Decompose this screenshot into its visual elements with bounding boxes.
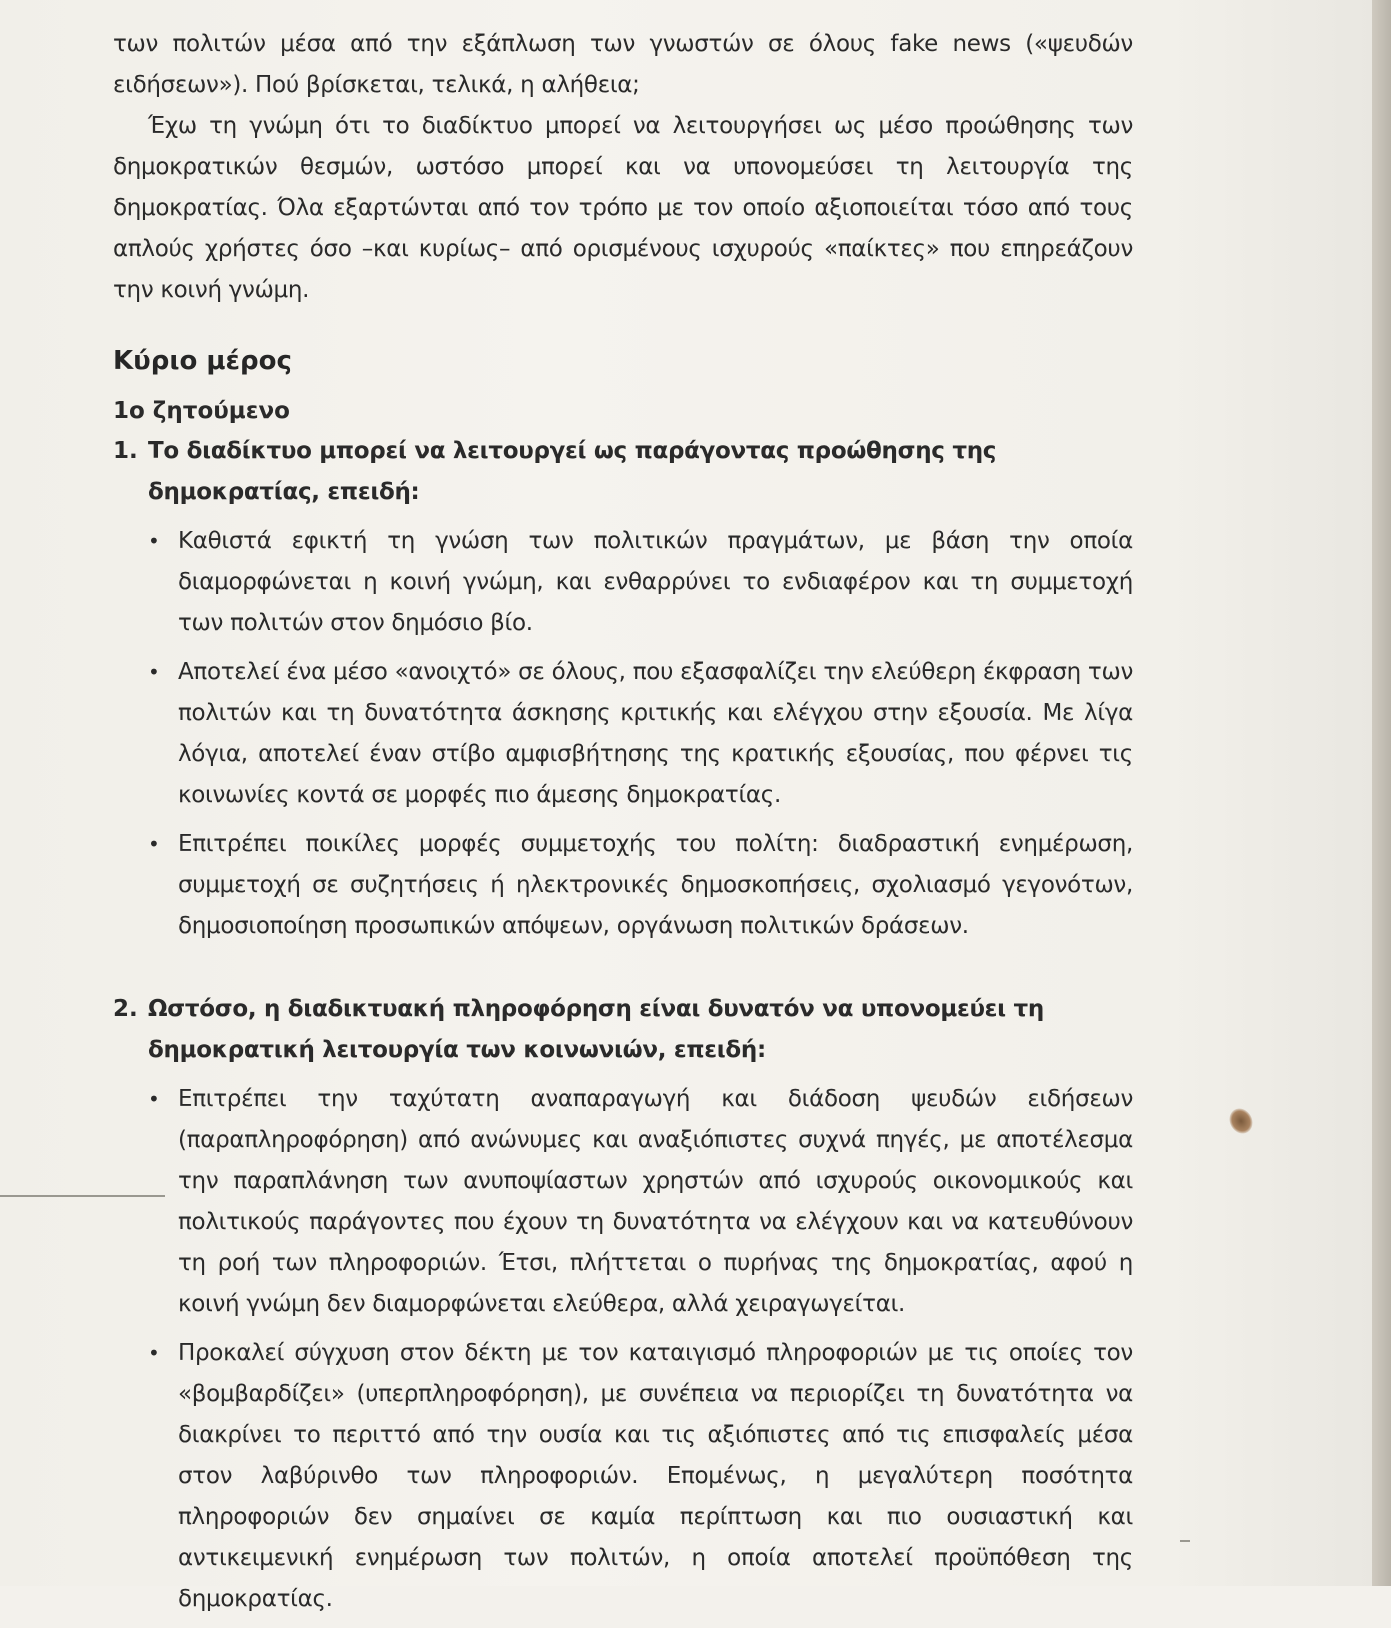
list-item [148, 1333, 1133, 1620]
numbered-item-1 [113, 431, 1133, 947]
section-title: Κύριο μέρος [113, 346, 292, 376]
intro-paragraph-thesis: Έχω τη γνώμη ότι το διαδίκτυο μπορεί να λειτουργήσει ως μέσο προώθησης των δημοκρατικών θεσμών, ωστόσο μπορεί και να υπονομεύσει τη λειτουργία της δημοκρατίας. Όλα εξαρτώνται από τον τρόπο με τον οποίο αξιοποιείται τόσο από τους απλούς χρήστες όσο –και κυρίως– από ορισμένους ισχυρούς «παίκτες» που επηρεάζουν την κοινή γνώμη. [113, 113, 1133, 303]
item-number: 2. [113, 996, 138, 1022]
list-item [148, 652, 1133, 816]
list-item-text: Επιτρέπει ποικίλες μορφές συμμετοχής του πολίτη: διαδραστική ενημέρωση, συμμετοχή σε συζητήσεις ή ηλεκτρονικές δημοσκοπήσεις, σχολιασμό γεγονότων, δημοσιοποίηση προσωπικών απόψεων, οργάνωση πολιτικών δράσεων. [178, 831, 1133, 939]
list-item-text: Προκαλεί σύγχυση στον δέκτη με τον καταιγισμό πληροφοριών με τις οποίες τον «βομβαρδίζει» (υπερπληροφόρηση), με συνέπεια να περιορίζει τη δυνατότητα να διακρίνει το περιττό από την ουσία και τις αξιόπιστες από τις επισφαλείς μέσα στον λαβύρινθο των πληροφοριών. Επομένως, η μεγαλύτερη ποσότητα πληροφοριών δεν σημαίνει σε καμία περίπτωση και πιο ουσιαστική και αντικειμενική ενημέρωση των πολιτών, η οποία αποτελεί προϋπόθεση της δημοκρατίας. [178, 1340, 1133, 1612]
item-heading: Το διαδίκτυο μπορεί να λειτουργεί ως παράγοντας προώθησης της δημοκρατίας, επειδή: [148, 438, 997, 505]
bullet-icon: • [148, 832, 160, 856]
page-edge-shadow [1372, 0, 1391, 1586]
bullet-list [148, 1079, 1133, 1620]
item-number: 1. [113, 438, 138, 464]
subsection-title: 1ο ζητούμενο [113, 398, 290, 424]
intro-paragraph-continued: των πολιτών μέσα από την εξάπλωση των γνωστών σε όλους fake news («ψευδών ειδήσεων»). Πού βρίσκεται, τελικά, η αλήθεια; [113, 31, 1133, 98]
list-item-text: Επιτρέπει την ταχύτατη αναπαραγωγή και διάδοση ψευδών ειδήσεων (παραπληροφόρηση) από ανώνυμες και αναξιόπιστες συχνά πηγές, με αποτέλεσμα την παραπλάνηση των ανυποψίαστων χρηστών από ισχυρούς οικονομικούς και πολιτικούς παράγοντες που έχουν τη δυνατότητα να ελέγχουν και να κατευθύνουν τη ροή των πληροφοριών. Έτσι, πλήττεται ο πυρήνας της δημοκρατίας, αφού η κοινή γνώμη δεν διαμορφώνεται ελεύθερα, αλλά χειραγωγείται. [178, 1086, 1133, 1317]
bullet-list [148, 521, 1133, 947]
list-item-text: Αποτελεί ένα μέσο «ανοιχτό» σε όλους, που εξασφαλίζει την ελεύθερη έκφραση των πολιτών και τη δυνατότητα άσκησης κριτικής και ελέγχου στην εξουσία. Με λίγα λόγια, αποτελεί έναν στίβο αμφισβήτησης της κρατικής εξουσίας, που φέρνει τις κοινωνίες κοντά σε μορφές πιο άμεσης δημοκρατίας. [178, 659, 1133, 808]
bullet-icon: • [148, 529, 160, 553]
list-item-text: Καθιστά εφικτή τη γνώση των πολιτικών πραγμάτων, με βάση την οποία διαμορφώνεται η κοινή γνώμη, και ενθαρρύνει το ενδιαφέρον και τη συμμετοχή των πολιτών στον δημόσιο βίο. [178, 528, 1133, 636]
bullet-icon: • [148, 660, 160, 684]
bullet-icon: • [148, 1087, 160, 1111]
bullet-icon: • [148, 1341, 160, 1365]
list-item [148, 521, 1133, 644]
scan-dash-mark [1180, 1540, 1190, 1542]
document-body [113, 24, 1133, 1628]
list-item [148, 1079, 1133, 1325]
item-heading: Ωστόσο, η διαδικτυακή πληροφόρηση είναι δυνατόν να υπονομεύει τη δημοκρατική λειτουργία των κοινωνιών, επειδή: [148, 996, 1045, 1063]
numbered-item-2 [113, 989, 1133, 1620]
list-item [148, 824, 1133, 947]
